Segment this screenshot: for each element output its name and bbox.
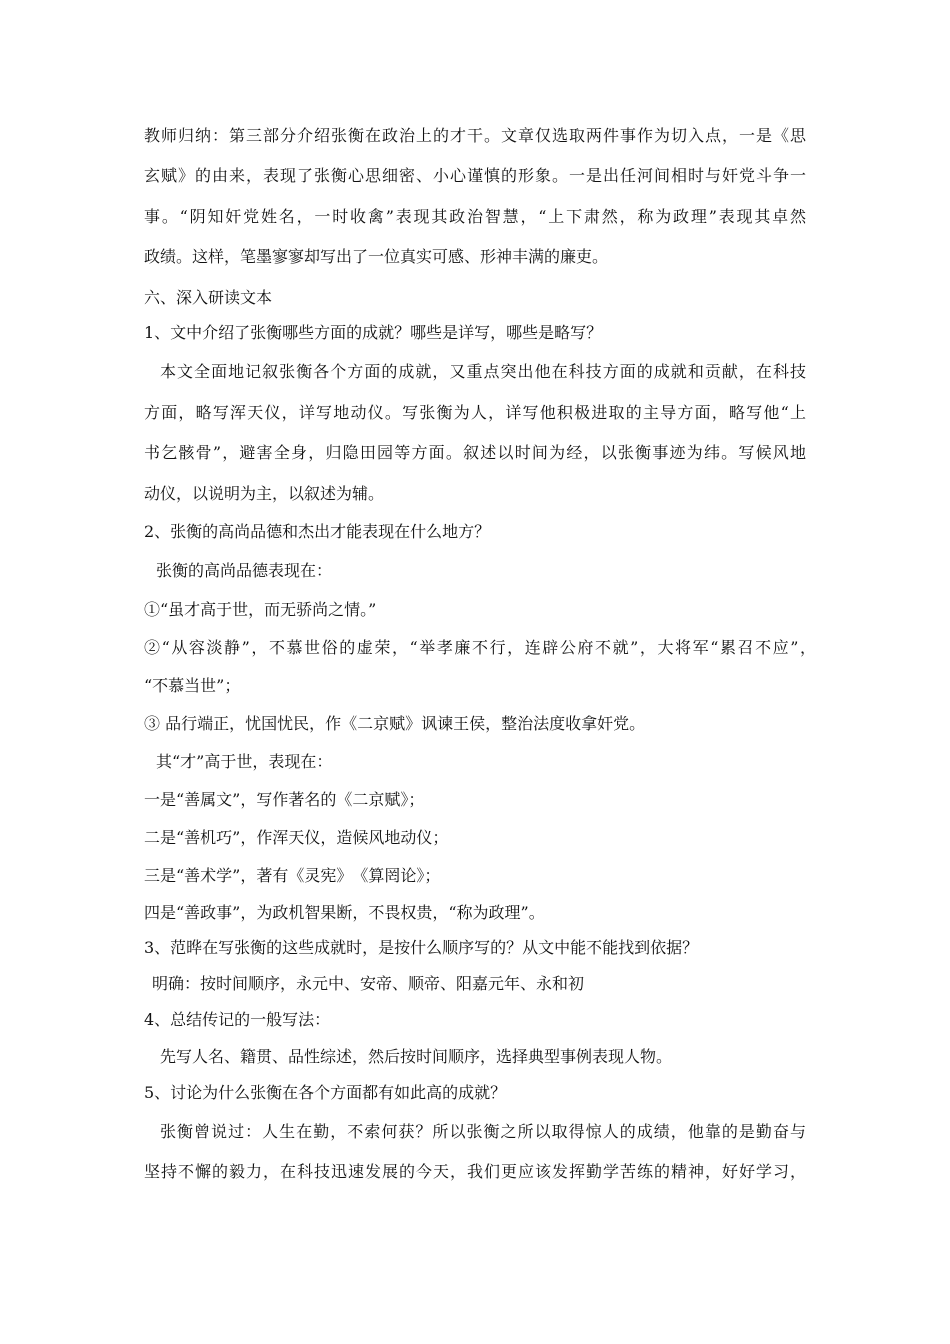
paragraph-summary-line: 政绩。这样，笔墨寥寥却写出了一位真实可感、形神丰满的廉吏。 xyxy=(144,247,609,266)
talent-item: 一是“善属文”，写作著名的《二京赋》； xyxy=(144,790,425,809)
paragraph-summary-line: 教师归纳：第三部分介绍张衡在政治上的才干。文章仅选取两件事作为切入点，一是《思 xyxy=(144,126,806,145)
virtue-item-2-line: ②“从容淡静”，不慕世俗的虚荣，“举孝廉不行，连辟公府不就”，大将军“累召不应”， xyxy=(144,638,816,657)
answer-1-line: 书乞骸骨”，避害全身，归隐田园等方面。叙述以时间为经，以张衡事迹为纬。写候风地 xyxy=(144,443,806,462)
question-2: 2、张衡的高尚品德和杰出才能表现在什么地方？ xyxy=(144,522,491,541)
talent-item: 三是“善术学”，著有《灵宪》 《算罔论》； xyxy=(144,866,441,885)
talent-intro: 其“才”高于世，表现在： xyxy=(156,752,333,771)
question-3: 3、范晔在写张衡的这些成就时，是按什么顺序写的？从文中能不能找到依据？ xyxy=(144,938,699,957)
answer-5-line: 张衡曾说过：人生在勤，不索何获？所以张衡之所以取得惊人的成绩，他靠的是勤奋与 xyxy=(160,1122,806,1141)
question-1: 1、文中介绍了张衡哪些方面的成就？哪些是详写，哪些是略写？ xyxy=(144,323,603,342)
virtue-item-3: ③ 品行端正，忧国忧民，作《二京赋》讽谏王侯，整治法度收拿奸党。 xyxy=(144,714,646,733)
virtue-item-2-line: “不慕当世”； xyxy=(144,676,241,695)
answer-2-intro: 张衡的高尚品德表现在： xyxy=(156,561,333,580)
section-heading: 六、深入研读文本 xyxy=(144,288,273,307)
answer-3: 明确：按时间顺序，永元中、安帝、顺帝、阳嘉元年、永和初 xyxy=(152,974,585,993)
answer-1-line: 方面，略写浑天仪，详写地动仪。写张衡为人，详写他积极进取的主导方面，略写他“上 xyxy=(144,403,806,422)
answer-1-line: 动仪，以说明为主，以叙述为辅。 xyxy=(144,484,385,503)
answer-5-line: 坚持不懈的毅力，在科技迅速发展的今天，我们更应该发挥勤学苦练的精神，好好学习， xyxy=(144,1162,806,1181)
question-4: 4、总结传记的一般写法： xyxy=(144,1010,331,1029)
paragraph-summary-line: 玄赋》的由来，表现了张衡心思细密、小心谨慎的形象。一是出任河间相时与奸党斗争一 xyxy=(144,166,806,185)
talent-item: 二是“善机巧”，作浑天仪，造候风地动仪； xyxy=(144,828,449,847)
answer-1-line: 本文全面地记叙张衡各个方面的成就，又重点突出他在科技方面的成就和贡献，在科技 xyxy=(160,362,806,381)
question-5: 5、讨论为什么张衡在各个方面都有如此高的成就？ xyxy=(144,1083,507,1102)
answer-4: 先写人名、籍贯、品性综述，然后按时间顺序，选择典型事例表现人物。 xyxy=(160,1047,673,1066)
virtue-item-1: ①“虽才高于世，而无骄尚之情。” xyxy=(144,600,377,619)
talent-item: 四是“善政事”，为政机智果断，不畏权贵，“称为政理”。 xyxy=(144,903,545,922)
paragraph-summary-line: 事。“阴知奸党姓名，一时收禽”表现其政治智慧，“上下肃然，称为政理”表现其卓然 xyxy=(144,207,806,226)
